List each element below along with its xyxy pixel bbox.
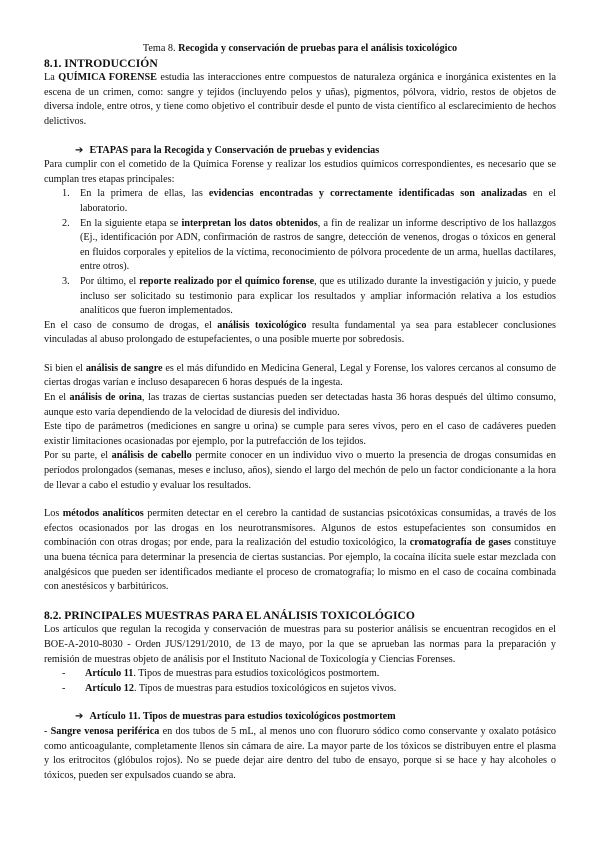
list-item: - Artículo 11. Tipos de muestras para estudios toxicológicos postmortem. — [62, 668, 380, 680]
list-item: - Artículo 12. Tipos de muestras para estudios toxicológicos en sujetos vivos. — [62, 682, 397, 694]
params-paragraph: Este tipo de parámetros (mediciones en sangre u orina) se cumple para seres vivos, pero en el caso de cadáveres pueden existir limitaciones ocasionadas por ejemplo, por la putrefacción de los tejidos. — [44, 421, 556, 447]
stages-heading: ➔ ETAPAS para la Recogida y Conservación de pruebas y evidencias — [75, 144, 380, 156]
section-heading-intro: 8.1. INTRODUCCIÓN — [44, 56, 158, 70]
articles-list — [44, 667, 556, 696]
drugs-paragraph: En el caso de consumo de drogas, el análisis toxicológico resulta fundamental ya sea para establecer conclusiones vinculadas al abuso prolongado de estupefacientes, o una posible muerte por sobredosis. — [44, 319, 556, 346]
stages-list — [44, 187, 556, 318]
hair-paragraph: Por su parte, el análisis de cabello permite conocer en un individuo vivo o muerto la presencia de drogas consumidas en períodos prolongados (semanas, meses e incluso, años), siendo el largo del mechón de pelo un factor condicionante a la hora de llevar a cabo el estudio y evaluar los resultados. — [44, 450, 556, 491]
header-title: Recogida y conservación de pruebas para el análisis toxicológico — [178, 43, 458, 54]
intro-paragraph: La QUÍMICA FORENSE estudia las interacciones entre compuestos de naturaleza orgánica e inorgánica existentes en la escena de un crimen, como: sangre y tejidos (incluyendo pelos y uñas), pigmentos, pólvora, vidrio, restos de objetos de diversa índole, entre otros, y tiene como objetivo el contribuir desde el punto de vista científico al esclarecimiento de hechos delictivos. — [44, 72, 556, 127]
venous-blood-paragraph: - Sangre venosa periférica en dos tubos de 5 mL, al menos uno con fluoruro sódico como conservante y oxalato potásico como anticoagulante, completamente llenos sin cámara de aire. La mayor parte de los tóxicos se distribuyen entre el plasma y los eritrocitos (glóbulos rojos). No se puede dejar aire dentro del tubo de ensayo, porque si se hace y hay alcoholes o tóxicos, pueden ser expulsados cuando se abra. — [44, 725, 556, 781]
samples-intro: Los artículos que regulan la recogida y conservación de muestras para su posterior análisis se encuentran recogidos en el BOE-A-2010-8030 - Orden JUS/1291/2010, de 13 de mayo, por la que se aprueban las normas para la preparación y remisión de muestras objeto de análisis por el Instituto Nacional de Toxicología y Ciencias Forenses. — [44, 624, 556, 665]
article-11-heading: ➔ Artículo 11. Tipos de muestras para estudios toxicológicos postmortem — [75, 711, 396, 723]
document-page — [44, 42, 556, 783]
urine-paragraph: En el análisis de orina, las trazas de ciertas sustancias pueden ser detectadas hasta 36 horas después del último consumo, aunque esto varía dependiendo de la velocidad de diuresis del individuo. — [44, 392, 556, 418]
section-heading-samples: 8.2. PRINCIPALES MUESTRAS PARA EL ANÁLISIS TOXICOLÓGICO — [44, 608, 415, 622]
list-item: 3. Por último, el reporte realizado por el químico forense, que es utilizado durante la investigación y juicio, y puede incluso ser solicitado su testimonio para explicar los resultados y ampliar información relativa a los estudios analíticos que fueron implementados. — [62, 275, 556, 317]
list-item: 2. En la siguiente etapa se interpretan los datos obtenidos, a fin de realizar un informe descriptivo de los hallazgos (Ej., identificación por ADN, confirmación de rastros de sangre, detección de venenos, drogas o tóxicos en general en fluidos corporales y epitelios de la víctima, reconocimiento de pólvora procedente de un arma, huellas dactilares, entre otros). — [62, 217, 556, 273]
blood-paragraph: Si bien el análisis de sangre es el más difundido en Medicina General, Legal y Forense, los valores cercanos al consumo de ciertas drogas varían e incluso desaparecen 6 horas después de la ingesta. — [44, 362, 557, 389]
page-header: Tema 8. Recogida y conservación de pruebas para el análisis toxicológico — [142, 43, 458, 54]
arrow-icon: ➔ — [75, 711, 84, 723]
arrow-icon: ➔ — [75, 144, 84, 156]
list-item: 1. En la primera de ellas, las evidencias encontradas y correctamente identificadas son analizadas en el laboratorio. — [62, 188, 556, 214]
methods-paragraph: Los métodos analíticos permiten detectar en el cerebro la cantidad de sustancias psicotóxicas consumidas, a través de los efectos ocasionados por las drogas en los neurotransmisores. Algunos de estos estupefacientes son consumidos en combinación con otras drogas; por ende, para la realización del estudio toxicológico, la cromatografía de gases constituye una buena técnica para determinar la presencia de ciertas sustancias. Por ejemplo, la cocaína ilícita suele estar mezclada con analgésicos que pueden ser identificados mediante el proceso de cromatografía; lo mismo en el caso de cocaína combinada con anestésicos y barbitúricos. — [44, 508, 556, 593]
stages-intro: Para cumplir con el cometido de la Química Forense y realizar los estudios químicos correspondientes, es necesario que se cumplan tres etapas principales: — [44, 159, 556, 185]
